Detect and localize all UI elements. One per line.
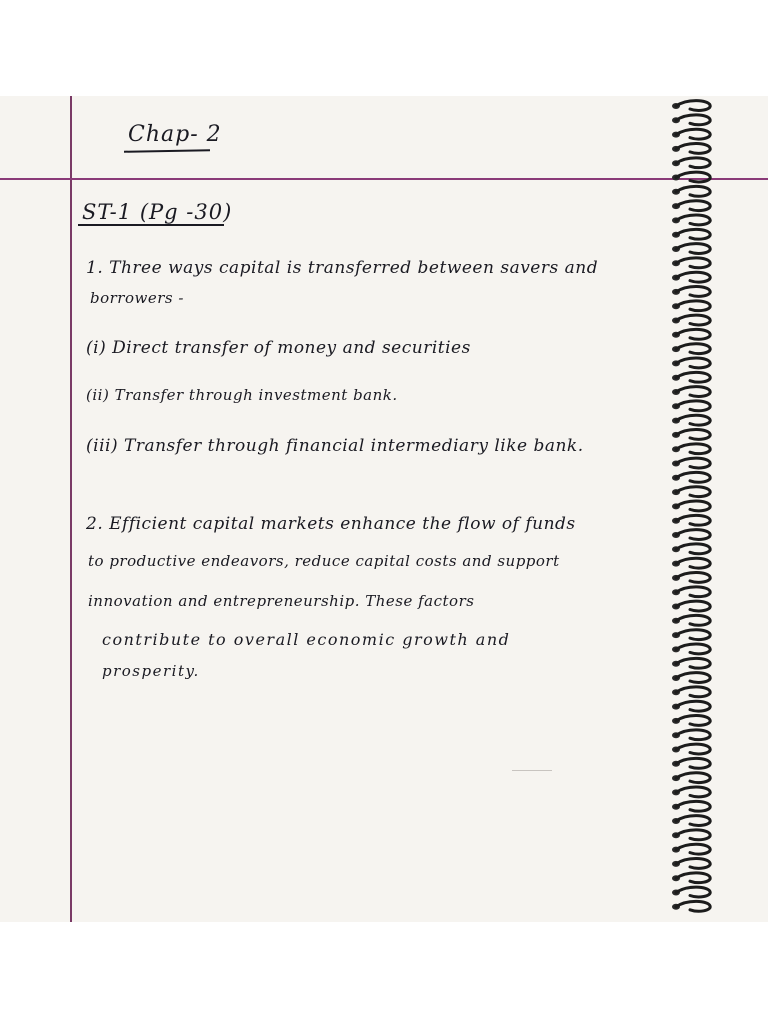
spiral-loop [672,530,710,540]
spiral-loop [672,730,710,740]
spiral-loop [672,315,710,325]
answer-1-point-iii: (iii) Transfer through financial intermediary like bank. [86,436,584,456]
spiral-loop [672,716,710,726]
spiral-loop [672,873,710,883]
spiral-loop [672,458,710,468]
spiral-loop [672,673,710,683]
spiral-loop [672,587,710,597]
spiral-loop [672,687,710,697]
spiral-loop [672,444,710,454]
answer-2-line-2: to productive endeavors, reduce capital costs and support [88,552,560,570]
answer-2-line-1: 2. Efficient capital markets enhance the flow of funds [86,514,576,534]
section-heading: ST-1 (Pg -30) [82,200,233,224]
chapter-title-underline [124,149,210,152]
spiral-loop [672,472,710,482]
spiral-loop [672,544,710,554]
spiral-loop [672,744,710,754]
spiral-loop [672,244,710,254]
spiral-loop [672,859,710,869]
spiral-loop [672,515,710,525]
spiral-loop [672,487,710,497]
spiral-loop [672,387,710,397]
spiral-loop [672,358,710,368]
answer-2-line-5: prosperity. [102,662,200,680]
spiral-loop [672,887,710,897]
spiral-loop [672,272,710,282]
answer-2-line-3: innovation and entrepreneurship. These factors [88,592,475,610]
spiral-loop [672,201,710,211]
spiral-loop [672,401,710,411]
spiral-loop [672,158,710,168]
answer-2-line-4: contribute to overall economic growth and [102,630,511,649]
chapter-title: Chap- 2 [128,122,222,147]
spiral-loop [672,115,710,125]
spiral-loop [672,573,710,583]
spiral-loop [672,615,710,625]
spiral-loop [672,558,710,568]
spiral-loop [672,773,710,783]
spiral-binding [668,96,716,922]
spiral-loop [672,344,710,354]
spiral-loop [672,129,710,139]
spiral-loop [672,844,710,854]
spiral-loop [672,758,710,768]
spiral-loop [672,144,710,154]
spiral-loop [672,816,710,826]
spiral-loop [672,172,710,182]
spiral-loop [672,258,710,268]
spiral-loop [672,372,710,382]
spiral-loop [672,186,710,196]
spiral-loop [672,787,710,797]
spiral-loop [672,287,710,297]
spiral-loop [672,415,710,425]
spiral-loop [672,301,710,311]
spiral-loop [672,701,710,711]
spiral-loop [672,229,710,239]
notebook-page [0,96,768,922]
spiral-loop [672,101,710,111]
spiral-loop [672,830,710,840]
header-rule-line [0,178,768,180]
answer-1-point-ii: (ii) Transfer through investment bank. [86,386,398,404]
answer-1-line-2: borrowers - [90,289,184,307]
spiral-loop [672,215,710,225]
spiral-loop [672,501,710,511]
spiral-loop [672,644,710,654]
spiral-loop [672,658,710,668]
answer-1-line-1: 1. Three ways capital is transferred between savers and [86,258,599,278]
pencil-smudge [512,770,552,771]
spiral-loop [672,329,710,339]
spiral-loop [672,630,710,640]
spiral-loop [672,901,710,911]
margin-line [70,96,72,922]
spiral-loop [672,801,710,811]
section-heading-underline [78,224,224,226]
answer-1-point-i: (i) Direct transfer of money and securities [86,338,471,358]
spiral-loop [672,430,710,440]
spiral-loop [672,601,710,611]
